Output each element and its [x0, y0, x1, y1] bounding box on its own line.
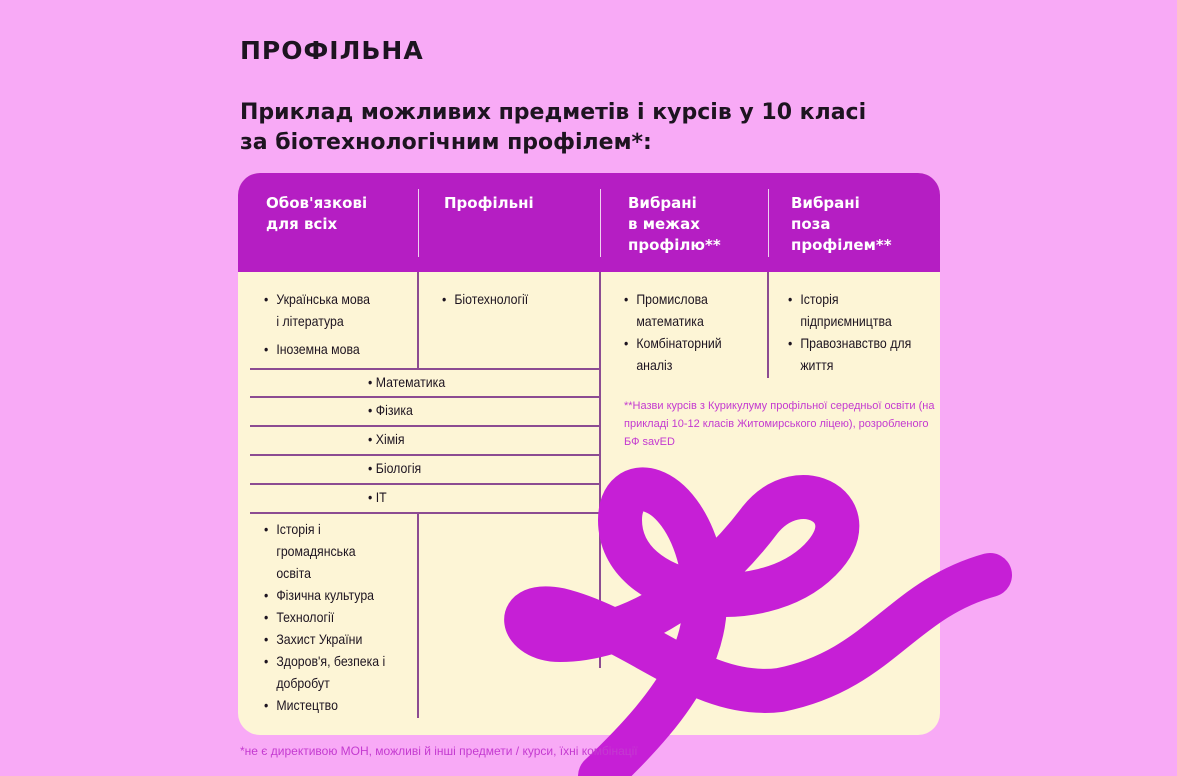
shared-row: • Фізика	[368, 402, 413, 418]
footnote: *не є директивою МОН, можливі й інші предмети / курси, їхні комбінації	[240, 744, 638, 758]
title-line-1: Приклад можливих предметів і курсів у 10 класі	[240, 100, 867, 125]
shared-row: • Біологія	[368, 460, 422, 476]
list-item: • Іноземна мова	[264, 338, 396, 360]
list-item: • Українська мова і література	[264, 288, 373, 332]
title-line-2: за біотехнологічним профілем*:	[240, 130, 652, 155]
shared-row: • Математика	[368, 374, 446, 390]
logo: ПРОФІЛЬНА	[240, 36, 424, 65]
list-item: • Історія підприємництва	[788, 288, 915, 332]
list-item: • Здоров'я, безпека і добробут	[264, 650, 386, 694]
header-within-profile: Вибрані в межах профілю**	[628, 194, 721, 254]
list-item: • Правознавство для життя	[788, 332, 915, 376]
list-item: • Комбінаторний аналіз	[624, 332, 742, 376]
list-item: • Мистецтво	[264, 694, 396, 716]
list-item: • Фізична культура	[264, 584, 396, 606]
list-item: • Історія і громадянська освіта	[264, 518, 373, 584]
list-item: • Технології	[264, 606, 396, 628]
header-outside-profile: Вибрані поза профілем**	[791, 194, 892, 254]
shared-row: • ІТ	[368, 489, 387, 505]
header-profile: Профільні	[444, 194, 534, 212]
list-item: • Біотехнології	[442, 288, 528, 310]
courses-note: **Назви курсів з Курикулуму профільної середньої освіти (на прикладі 10-12 класів Житомирського ліцею), розробленого БФ savED	[624, 400, 935, 448]
list-item: • Промислова математика	[624, 288, 724, 332]
shared-row: • Хімія	[368, 431, 405, 447]
list-item: • Захист України	[264, 628, 396, 650]
header-mandatory: Обов'язкові для всіх	[266, 194, 368, 233]
